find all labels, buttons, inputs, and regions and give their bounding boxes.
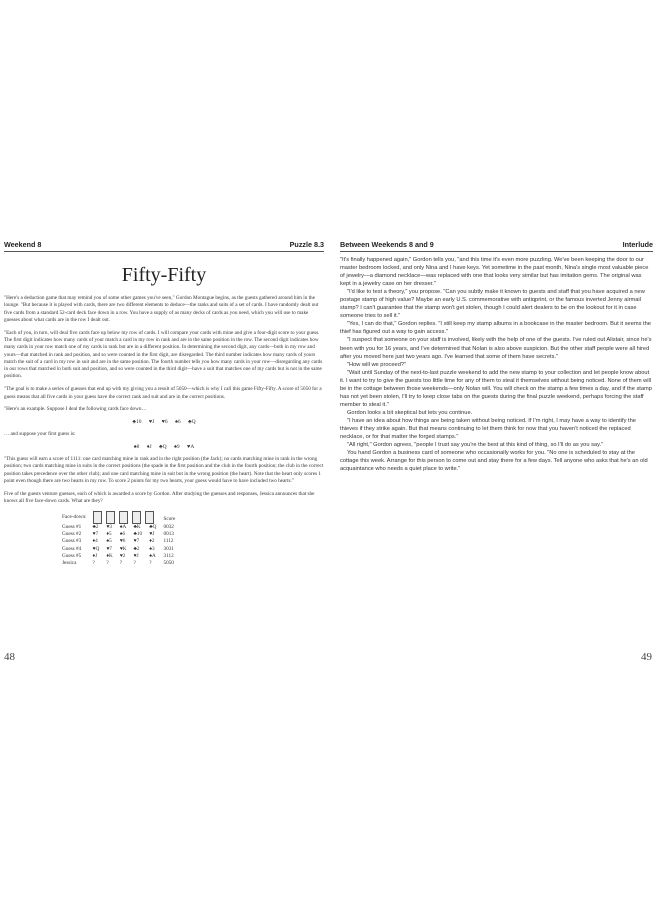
- face-down-card: [106, 511, 115, 524]
- face-down-card: [93, 511, 102, 524]
- face-down-cards: [93, 511, 164, 524]
- guess-card: ♥7: [106, 545, 113, 552]
- guess-card: ♣K: [133, 523, 141, 530]
- guess-card: ♠3: [149, 545, 155, 552]
- guess-card: ♦J: [92, 552, 98, 559]
- left-paragraph: "Each of you, in turn, will deal five cards face up below my row of cards. I will compare your cards with mine and give a four-digit score to your guess. The first digit indicates how many cards of your match a card in my row in rank and are in the same position in the row. The second digit indicates how many cards in your row match one of my cards in rank but are in a different position. In determining the second digit, any cards—both in my row and yours—that matched in rank and position, and so were counted in the first digit, are disregarded. The third number indicates how many cards of yours match the suit of a card in my row in suit and are in the same position. The fourth number tells you how many cards in your row—disregarding any cards in our rows that matched in both suit and position, and so were counted in the third digit—have a suit that matches one of my cards but is not in the same position.: [4, 329, 323, 380]
- face-down-row: [62, 511, 181, 524]
- guess-card: ♠A: [149, 552, 156, 559]
- guess-card: ♥J: [149, 531, 155, 538]
- guess-card: ?: [133, 560, 136, 567]
- right-paragraph: You hand Gordon a business card of someone who occasionally works for you. "No one is scheduled to stay at the cottage this week. Arrange for this person to come out and stay there for a few days. Tell anyone who asks that he's an old acquaintance who needs a quiet place to write.": [340, 450, 648, 473]
- guess-card: ?: [149, 560, 152, 567]
- right-paragraph: "All right," Gordon agrees, "people I trust say you're the best at this kind of thing, so I'll do as you say.": [347, 442, 604, 449]
- right-header-chapter: Interlude: [622, 240, 653, 249]
- guess-score: 3112: [163, 552, 174, 559]
- guess-card: ♠A: [119, 523, 127, 530]
- right-paragraph: "It's finally happened again," Gordon tells you, "and this time it's even more puzzling. We've been keeping the door to our master bedroom locked, and only Nina and I have keys. Yet sometime in the past month, Nina's single most valuable piece of jewelry—a diamond necklace—was replaced with one that looks very similar but has imitation gems. The original was kept in a jewelry case on her dresser.": [340, 257, 649, 288]
- guess-name: Guess #5: [62, 552, 82, 559]
- right-header-section: Between Weekends 8 and 9: [340, 240, 434, 249]
- guess-rows: [62, 524, 181, 568]
- guess-row: [62, 531, 181, 538]
- right-page: [340, 240, 653, 473]
- right-paragraph: "I have an idea about how things are being taken without being noticed. If I'm right, I may have a way to identify the thieves if they strike again. But that means continuing to let them think for now that you haven't noticed the replaced necklace, or for that matter the forged stamps.": [340, 417, 636, 441]
- right-paragraph: "How will we proceed?": [347, 361, 407, 368]
- guess-score: 5050: [163, 560, 174, 567]
- guess-name: Guess #3: [62, 538, 82, 545]
- guess-card: ♣2: [92, 523, 99, 530]
- guess-card: ♠6: [119, 531, 126, 538]
- score-header: Score: [163, 516, 176, 523]
- left-paragraph: … and suppose your first guess is:: [4, 431, 76, 438]
- guess-card: ♦4: [92, 538, 98, 545]
- face-down-card: [132, 511, 141, 524]
- example-guess-cards: ♠8 ♦J ♣Q ♠9 ♥A: [133, 443, 195, 450]
- left-running-header: [4, 240, 324, 252]
- left-paragraph: "This guess will earn a score of 1111: one card matching mine in rank and in the right position (the Jack); no cards matching mine in rank in the wrong position; two cards matching mine in suits in the correct positions (the spade in the first position and the club in the fourth position; the club in the correct position takes precedence over the other club); and one card matching mine in suit but in the wrong position (the heart). Note that the heart only scores 1 point even though there are two hearts in my row. To score 2 points for my two hearts, your guess would have to have included two hearts.": [4, 455, 324, 484]
- left-paragraph: "The goal is to make a series of guesses that end up with my giving you a result of 5050—which is why I call this game Fifty-Fifty. A score of 5050 for a guess means that all five cards in your guess have the correct rank and suit and are in the correct positions.: [4, 386, 322, 400]
- guess-card: ?: [92, 560, 95, 567]
- guess-score: 0032: [163, 523, 174, 530]
- guess-name: Guess #2: [62, 531, 82, 538]
- guess-card: ♥2: [119, 552, 126, 559]
- example-dealt-cards: ♣10 ♥J ♥6 ♠6 ♣Q: [132, 419, 196, 426]
- left-paragraph: Five of the guests venture guesses, each of which is awarded a score by Gordon. After studying the guesses and responses, Jessica announces that she knows all five face-down cards. What are they?: [4, 490, 315, 504]
- guess-row: [62, 524, 181, 531]
- face-down-card: [145, 511, 154, 524]
- guess-row: [62, 538, 181, 545]
- face-down-label: Face-down:: [62, 513, 87, 520]
- left-page: [4, 240, 324, 568]
- guess-card: ♥7: [92, 531, 99, 538]
- right-paragraph: "I suspect that someone on your staff is involved, likely with the help of one of the guests. I've ruled out Alistair, since he's been with you for 16 years, and I've determined that Nolan is also above suspicion. But the other staff people were all hired after you moved here just two years ago. I've learned that some of them have secrets.": [340, 337, 652, 360]
- guess-card: ♦2: [149, 538, 155, 545]
- left-paragraph: "Here's an example. Suppose I deal the following cards face down…: [4, 406, 147, 413]
- puzzle-title: Fifty-Fifty: [121, 264, 207, 286]
- guess-row: [62, 553, 181, 560]
- guess-card: ♥J: [133, 552, 139, 559]
- guess-name: Guess #4: [62, 545, 82, 552]
- guess-card: ?: [119, 560, 123, 567]
- guess-card: ♣Q: [149, 523, 157, 530]
- guess-card: ?: [106, 560, 109, 567]
- right-paragraph: "Wait until Sunday of the next-to-last puzzle weekend to add the new stamp to your collection and let people know about it. I want to try to give the guests too little time for any of them to steal it themselves without being noticed. None of them will be in the cottage between those weekends—only Nolan will. You will check on the stamp a few times a day, and if the stamp has not yet been stolen, I'll try to keep close tabs on the guests during the final puzzle weekend, perhaps forcing the staff member to steal it.": [340, 369, 652, 408]
- guess-score: 1112: [163, 538, 174, 545]
- guess-table: [62, 511, 181, 568]
- interlude-text: [340, 256, 653, 473]
- guess-card: ♥3: [106, 523, 113, 530]
- right-paragraph: "Yes, I can do that," Gordon replies. "I still keep my stamp albums in a bookcase in the master bedroom. But it seems the thief has figured out a way to gain access.": [340, 321, 651, 336]
- guess-card: ♥Q: [92, 545, 100, 552]
- right-page-number: 49: [641, 651, 652, 663]
- guess-score: 0013: [163, 531, 174, 538]
- left-header-section: Weekend 8: [4, 240, 42, 249]
- guess-card: ♣10: [133, 531, 143, 538]
- right-paragraph: Gordon looks a bit skeptical but lets you continue.: [347, 409, 473, 416]
- left-page-number: 48: [4, 651, 15, 663]
- left-header-puzzle: Puzzle 8.3: [289, 240, 324, 249]
- guess-score: 3031: [163, 545, 174, 552]
- left-paragraph: "Here's a deduction game that may remind you of some other games you've seen," Gordon Montague begins, as the guests gathered around him in the lounge. "But because it is played with cards, there are two different elements to deduce—the ranks and suits of a set of cards. I have randomly dealt out five cards from a standard 52-card deck face down in a row. You have a supply of as many decks of cards as you need, which you will use to make guesses about what cards are in the row I dealt out.: [4, 295, 319, 323]
- guess-card: ♦5: [106, 531, 112, 538]
- guess-row: [62, 560, 181, 567]
- right-paragraph: "I'd like to test a theory," you propose. "Can you subtly make it known to guests and staff that you have acquired a new postage stamp of high value? Maybe an early U.S. commemorative with antiqprint, or the famous inverted Jenny airmail stamp? I can't guarantee that the stamp won't get stolen, though I could alert dealers to be on the lookout for it in case someone tries to sell it.": [340, 289, 645, 320]
- guess-card: ♥K: [119, 545, 127, 552]
- guess-row: [62, 546, 181, 553]
- guess-card: ♠5: [106, 538, 112, 545]
- guess-name: Guess #1: [62, 523, 82, 530]
- guess-card: ♣2: [133, 545, 140, 552]
- guess-card: ♥7: [133, 538, 140, 545]
- guess-card: ♥6: [119, 538, 126, 545]
- guess-card: ♦K: [106, 552, 113, 559]
- right-running-header: [340, 240, 653, 252]
- face-down-card: [119, 511, 128, 524]
- guess-name: Jessica: [62, 560, 77, 567]
